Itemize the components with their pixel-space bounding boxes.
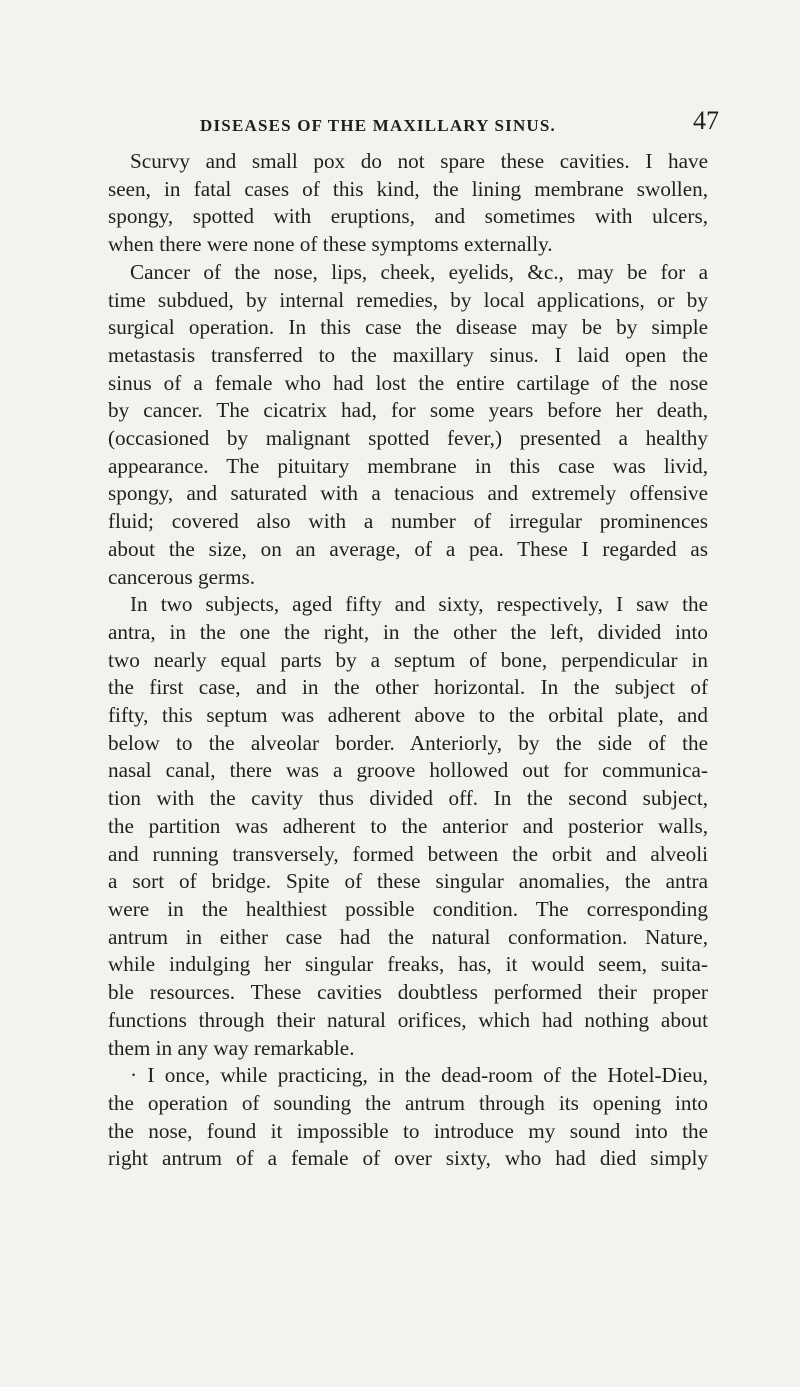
- text-line: about the size, on an average, of a pea. These I regarded as: [108, 536, 708, 561]
- text-line: surgical operation. In this case the disease may be by simple: [108, 315, 708, 340]
- text-line: · I once, while practicing, in the dead-room of the Hotel-Dieu,: [130, 1063, 708, 1088]
- paragraph: [108, 1062, 708, 1173]
- text-line: the nose, found it impossible to introduce my sound into the: [108, 1118, 708, 1143]
- text-line: functions through their natural orifices, which had nothing about: [108, 1007, 708, 1032]
- text-line: and running transversely, formed between the orbit and alveoli: [108, 841, 708, 866]
- text-line: the operation of sounding the antrum through its opening into: [108, 1090, 708, 1115]
- text-line: appearance. The pituitary membrane in this case was livid,: [108, 453, 708, 478]
- text-line: while indulging her singular freaks, has, it would seem, suita-: [108, 952, 708, 977]
- text-line: the first case, and in the other horizontal. In the subject of: [108, 675, 708, 700]
- text-line: Scurvy and small pox do not spare these cavities. I have: [130, 149, 708, 173]
- body-text: [108, 148, 708, 1173]
- running-title: DISEASES OF THE MAXILLARY SINUS.: [200, 116, 557, 135]
- text-line: them in any way remarkable.: [108, 1035, 355, 1060]
- text-line: by cancer. The cicatrix had, for some years before her death,: [108, 398, 708, 423]
- paragraph: [108, 148, 708, 259]
- text-line: time subdued, by internal remedies, by local applications, or by: [108, 287, 708, 312]
- text-line: spongy, spotted with eruptions, and sometimes with ulcers,: [108, 204, 708, 229]
- text-line: antrum in either case had the natural conformation. Nature,: [108, 924, 708, 949]
- text-line: two nearly equal parts by a septum of bone, perpendicular in: [108, 647, 708, 672]
- text-line: In two subjects, aged fifty and sixty, respectively, I saw the: [130, 592, 708, 617]
- text-line: cancerous germs.: [108, 564, 256, 589]
- text-line: the partition was adherent to the anterior and posterior walls,: [108, 813, 708, 838]
- text-line: nasal canal, there was a groove hollowed out for communica-: [108, 758, 708, 783]
- text-line: fluid; covered also with a number of irregular prominences: [108, 509, 708, 534]
- text-line: when there were none of these symptoms externally.: [108, 232, 553, 257]
- page-header: [0, 88, 800, 135]
- text-line: seen, in fatal cases of this kind, the lining membrane swollen,: [108, 176, 708, 201]
- text-line: (occasioned by malignant spotted fever,) presented a healthy: [108, 426, 708, 451]
- text-line: sinus of a female who had lost the entire cartilage of the nose: [108, 370, 708, 395]
- text-line: ble resources. These cavities doubtless performed their proper: [108, 980, 708, 1005]
- text-line: right antrum of a female of over sixty, who had died simply: [108, 1146, 708, 1171]
- text-line: metastasis transferred to the maxillary sinus. I laid open the: [108, 342, 708, 367]
- text-line: a sort of bridge. Spite of these singular anomalies, the antra: [108, 869, 708, 894]
- text-line: Cancer of the nose, lips, cheek, eyelids, &c., may be for a: [130, 259, 708, 284]
- text-line: tion with the cavity thus divided off. In the second subject,: [108, 786, 708, 811]
- paragraph: [108, 591, 708, 1062]
- text-line: below to the alveolar border. Anteriorly, by the side of the: [108, 730, 708, 755]
- text-line: antra, in the one the right, in the other the left, divided into: [108, 619, 708, 644]
- text-line: were in the healthiest possible condition. The corresponding: [108, 896, 708, 921]
- text-line: spongy, and saturated with a tenacious and extremely offensive: [108, 481, 708, 506]
- text-line: fifty, this septum was adherent above to the orbital plate, and: [108, 703, 708, 728]
- page-number: 47: [693, 106, 719, 135]
- paragraph: [108, 259, 708, 591]
